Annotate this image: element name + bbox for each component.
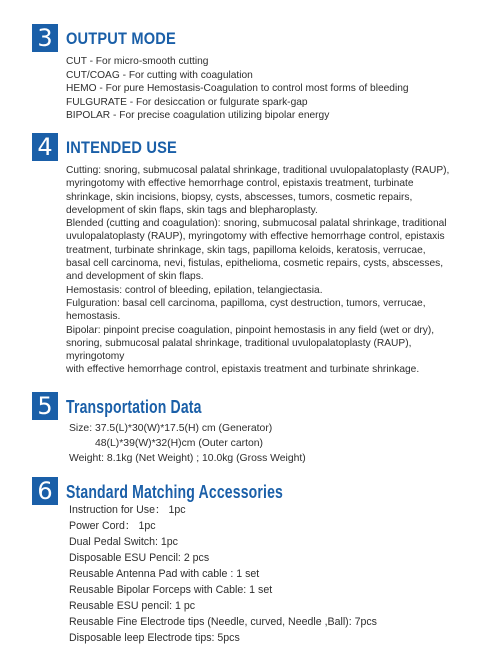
accessory-item: Power Cord： 1pc	[69, 520, 156, 532]
intended-use-line: Bipolar: pinpoint precise coagulation, pinpoint hemostasis in any field (wet or dry),	[66, 324, 435, 336]
accessory-item: Reusable Fine Electrode tips (Needle, curved, Needle ,Ball): 7pcs	[69, 616, 377, 628]
transportation-specs	[69, 421, 306, 466]
accessory-item: Reusable Antenna Pad with cable : 1 set	[69, 568, 260, 580]
output-mode-item: CUT - For micro-smooth cutting	[66, 56, 209, 67]
intended-use-line: Hemostasis: control of bleeding, epilation, telangiectasia.	[66, 284, 323, 296]
section-number-badge: 6	[32, 477, 58, 505]
intended-use-line: uvulopalatoplasty (RAUP), myringotomy with effective hemorrhage control, epistaxis	[66, 231, 445, 243]
intended-use-line: Blended (cutting and coagulation): snoring, submucosal palatal shrinkage, traditional	[66, 218, 447, 230]
section-header	[0, 133, 494, 163]
accessory-item: Disposable ESU Pencil: 2 pcs	[69, 552, 210, 564]
accessory-item: Reusable ESU pencil: 1 pc	[69, 600, 196, 612]
accessory-item: Dual Pedal Switch: 1pc	[69, 536, 178, 548]
section-output-mode	[0, 24, 494, 54]
section-number-badge: 3	[32, 24, 58, 52]
accessory-item: Instruction for Use： 1pc	[69, 504, 186, 516]
accessory-item: Disposable leep Electrode tips: 5pcs	[69, 632, 240, 644]
section-number-badge: 5	[32, 392, 58, 420]
intended-use-line: basal cell carcinoma, nevi, fistulas, epithelioma, cosmetic repairs, cysts, abscesses,	[66, 258, 444, 270]
intended-use-line: development of skin flaps, skin tags and blepharoplasty.	[66, 204, 318, 216]
section-intended-use	[0, 133, 494, 163]
output-mode-item: FULGURATE - For desiccation or fulgurate spark-gap	[66, 96, 308, 108]
intended-use-line: with effective hemorrhage control, epistaxis treatment and turbinate shrinkage.	[66, 364, 420, 376]
intended-use-line: Fulguration: basal cell carcinoma, papilloma, cyst destruction, tumors, verrucae,	[66, 297, 426, 309]
intended-use-text	[66, 164, 449, 377]
intended-use-line: shrinkage, skin incisions, biopsy, cysts, abscesses, tumors, cosmetic repairs,	[66, 191, 413, 203]
section-header	[0, 24, 494, 54]
intended-use-line: myringotomy with effective hemorrhage control, epistaxis treatment, turbinate	[66, 178, 414, 190]
intended-use-line: Cutting: snoring, submucosal palatal shrinkage, traditional uvulopalatoplasty (RAUP),	[66, 165, 450, 176]
intended-use-line: snoring, submucosal palatal shrinkage, traditional uvulopalatoplasty (RAUP),	[66, 337, 412, 349]
output-mode-list	[66, 55, 409, 123]
intended-use-line: treatment, turbinate shrinkage, skin tags, papilloma keloids, keratosis, verrucae,	[66, 244, 426, 256]
section-title: OUTPUT MODE	[66, 29, 176, 48]
section-number-badge: 4	[32, 133, 58, 161]
intended-use-line: myringotomy	[66, 351, 125, 363]
intended-use-line: hemostasis.	[66, 311, 121, 323]
size-outer-carton: 48(L)*39(W)*32(H)cm (Outer carton)	[95, 438, 264, 449]
section-title: Transportation Data	[66, 397, 202, 417]
section-transportation-data	[0, 392, 494, 422]
output-mode-item: HEMO - For pure Hemostasis-Coagulation to control most forms of bleeding	[66, 83, 409, 95]
output-mode-item: BIPOLAR - For precise coagulation utilizing bipolar energy	[66, 110, 330, 122]
weight: Weight: 8.1kg (Net Weight) ; 10.0kg (Gross Weight)	[69, 453, 306, 464]
section-header	[0, 392, 494, 422]
output-mode-item: CUT/COAG - For cutting with coagulation	[66, 69, 253, 81]
accessories-list	[69, 502, 377, 646]
accessory-item: Reusable Bipolar Forceps with Cable: 1 set	[69, 584, 273, 596]
section-title: Standard Matching Accessories	[66, 482, 284, 502]
intended-use-line: and development of skin flaps.	[66, 271, 204, 283]
section-title: INTENDED USE	[66, 138, 177, 157]
size-generator: Size: 37.5(L)*30(W)*17.5(H) cm (Generator)	[69, 423, 273, 434]
